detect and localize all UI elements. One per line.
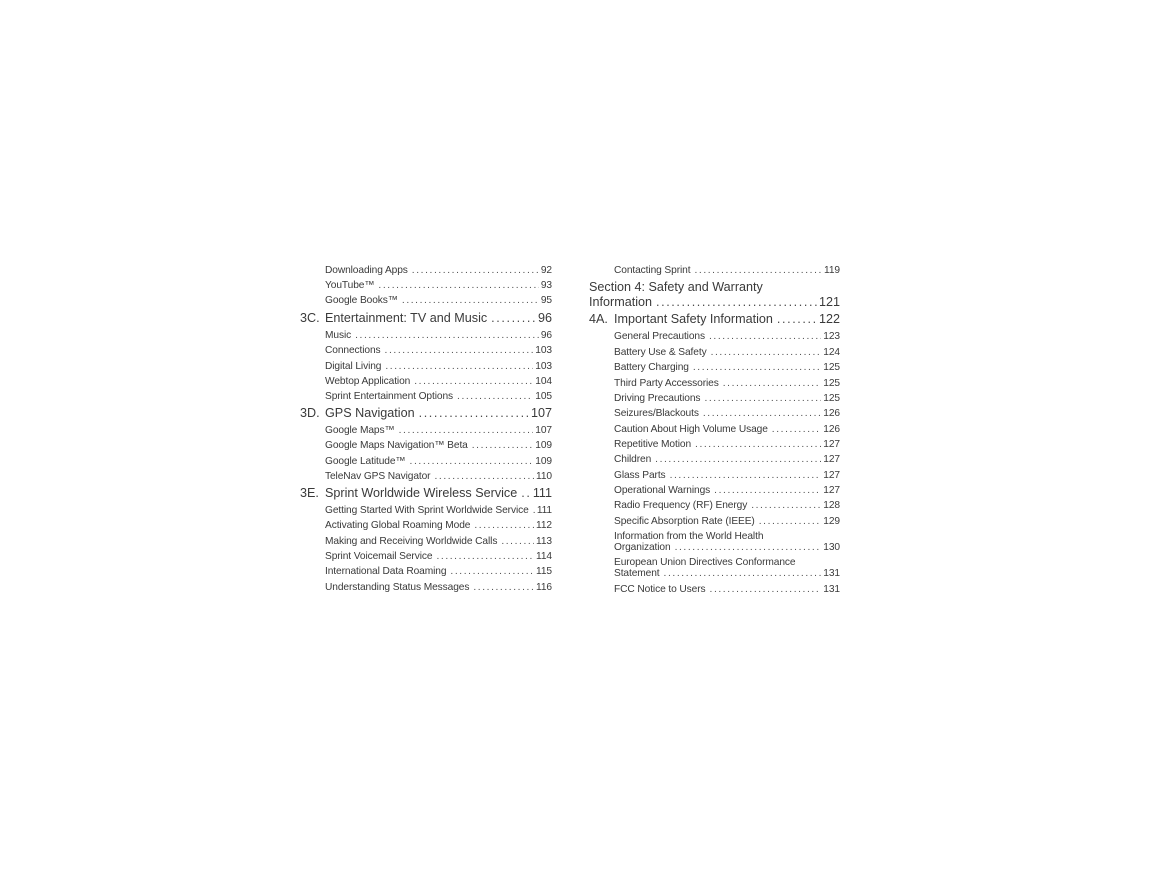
toc-entry-line2-row — [614, 542, 840, 553]
section-page: 121 — [818, 294, 840, 309]
chapter-number: 3C. — [300, 311, 320, 325]
dot-leader — [474, 520, 534, 531]
dot-leader — [419, 406, 529, 420]
toc-entry-title: Google Maps Navigation™ Beta — [325, 440, 468, 451]
toc-entry-title: Webtop Application — [325, 376, 411, 387]
dot-leader — [385, 345, 534, 356]
toc-entry-page: 92 — [540, 265, 552, 276]
dot-leader — [450, 566, 534, 577]
toc-entry-title: General Precautions — [614, 331, 705, 342]
dot-leader — [457, 391, 533, 402]
toc-entry[interactable] — [325, 330, 552, 341]
toc-entry[interactable] — [614, 500, 840, 511]
toc-entry-page: 130 — [823, 542, 840, 553]
toc-entry-page: 111 — [536, 505, 552, 516]
toc-entry[interactable] — [614, 331, 840, 342]
toc-entry-title: Radio Frequency (RF) Energy — [614, 500, 748, 511]
toc-entry[interactable] — [325, 536, 552, 547]
toc-entry-line2-row — [614, 568, 840, 579]
toc-entry[interactable] — [325, 376, 552, 387]
dot-leader — [709, 331, 821, 342]
toc-entry-page: 127 — [823, 485, 840, 496]
toc-entry-title: Google Books™ — [325, 295, 398, 306]
toc-entry[interactable] — [614, 393, 840, 404]
dot-leader — [473, 582, 534, 593]
toc-chapter-heading[interactable] — [589, 312, 840, 326]
toc-entry-page: 119 — [824, 265, 840, 276]
toc-entry[interactable] — [614, 439, 840, 450]
toc-entry-page: 124 — [823, 347, 840, 358]
toc-entry[interactable] — [614, 362, 840, 373]
section-title-line2-row — [589, 295, 840, 310]
dot-leader — [675, 542, 822, 553]
toc-entry-title: Making and Receiving Worldwide Calls — [325, 536, 498, 547]
toc-entry[interactable] — [325, 440, 552, 451]
toc-entry-page: 115 — [536, 566, 552, 577]
toc-entry[interactable] — [614, 265, 840, 276]
chapter-number: 3E. — [300, 486, 319, 500]
dot-leader — [703, 408, 821, 419]
toc-entry-page: 103 — [535, 361, 552, 372]
toc-entry-page: 123 — [823, 331, 840, 342]
toc-entry-page: 131 — [823, 568, 840, 579]
toc-entry-title-line1: Information from the World Health — [614, 531, 764, 542]
toc-entry-title: TeleNav GPS Navigator — [325, 471, 431, 482]
dot-leader — [759, 516, 822, 527]
dot-leader — [521, 486, 531, 500]
toc-entry-page: 126 — [823, 408, 840, 419]
toc-entry-page: 127 — [823, 454, 840, 465]
toc-entry[interactable] — [325, 361, 552, 372]
section-title-line2: Information — [589, 294, 652, 309]
dot-leader — [402, 295, 539, 306]
toc-entry-title: Third Party Accessories — [614, 378, 719, 389]
dot-leader — [772, 424, 822, 435]
dot-leader — [378, 280, 538, 291]
toc-entry-page: 128 — [823, 500, 840, 511]
dot-leader — [385, 361, 533, 372]
chapter-title: GPS Navigation — [325, 406, 415, 420]
chapter-title: Important Safety Information — [614, 312, 773, 326]
toc-entry[interactable] — [325, 520, 552, 531]
toc-entry-title-line2: Organization — [614, 542, 671, 553]
toc-entry-title: International Data Roaming — [325, 566, 447, 577]
toc-entry-page: 127 — [823, 470, 840, 481]
toc-entry-page: 112 — [536, 520, 552, 531]
dot-leader — [472, 440, 534, 451]
dot-leader — [695, 439, 821, 450]
toc-entry[interactable] — [325, 505, 552, 516]
toc-entry-title: Glass Parts — [614, 470, 666, 481]
toc-entry-page: 105 — [535, 391, 552, 402]
toc-entry-title: Contacting Sprint — [614, 265, 691, 276]
toc-entry[interactable] — [614, 378, 840, 389]
dot-leader — [399, 425, 534, 436]
toc-entry-page: 96 — [540, 330, 552, 341]
toc-entry-title: Repetitive Motion — [614, 439, 692, 450]
toc-entry-page: 113 — [536, 536, 552, 547]
toc-entry-page: 107 — [535, 425, 552, 436]
toc-entry-title: Connections — [325, 345, 381, 356]
dot-leader — [533, 505, 535, 516]
dot-leader — [434, 471, 534, 482]
toc-entry-title: Sprint Voicemail Service — [325, 551, 433, 562]
toc-entry-page: 114 — [536, 551, 552, 562]
toc-entry-page: 125 — [823, 393, 840, 404]
dot-leader — [711, 347, 822, 358]
toc-entry-page: 125 — [823, 378, 840, 389]
toc-entry[interactable] — [325, 566, 552, 577]
toc-entry-title: Music — [325, 330, 352, 341]
chapter-page: 96 — [537, 311, 552, 325]
toc-entry-page: 126 — [823, 424, 840, 435]
toc-entry[interactable] — [614, 347, 840, 358]
dot-leader — [777, 312, 817, 326]
chapter-number: 3D. — [300, 406, 320, 420]
toc-section-heading[interactable] — [589, 280, 840, 309]
dot-leader — [355, 330, 539, 341]
toc-entry[interactable] — [325, 582, 552, 593]
toc-entry-page: 116 — [536, 582, 552, 593]
toc-entry[interactable] — [325, 471, 552, 482]
dot-leader — [710, 584, 822, 595]
toc-entry[interactable] — [325, 295, 552, 306]
dot-leader — [670, 470, 822, 481]
toc-chapter-heading[interactable] — [300, 486, 552, 500]
dot-leader — [714, 485, 821, 496]
toc-entry[interactable] — [325, 425, 552, 436]
chapter-page: 111 — [532, 486, 552, 500]
chapter-title: Entertainment: TV and Music — [325, 311, 488, 325]
toc-left-column — [300, 0, 552, 893]
toc-entry[interactable] — [325, 265, 552, 276]
toc-entry-title: Specific Absorption Rate (IEEE) — [614, 516, 755, 527]
toc-entry-page: 129 — [823, 516, 840, 527]
toc-entry-title: Children — [614, 454, 652, 465]
toc-entry-page: 109 — [535, 456, 552, 467]
toc-entry-multiline[interactable] — [614, 531, 840, 553]
toc-entry-title: Driving Precautions — [614, 393, 701, 404]
chapter-page: 122 — [818, 312, 840, 326]
dot-leader — [491, 311, 536, 325]
dot-leader — [414, 376, 533, 387]
toc-entry-title: Caution About High Volume Usage — [614, 424, 768, 435]
toc-entry-title: Google Latitude™ — [325, 456, 406, 467]
toc-chapter-heading[interactable] — [300, 311, 552, 325]
toc-entry[interactable] — [614, 470, 840, 481]
toc-entry-page: 110 — [536, 471, 552, 482]
toc-entry-title: Downloading Apps — [325, 265, 408, 276]
chapter-number: 4A. — [589, 312, 608, 326]
toc-entry-page: 127 — [823, 439, 840, 450]
toc-entry-title: Understanding Status Messages — [325, 582, 470, 593]
dot-leader — [664, 568, 822, 579]
dot-leader — [656, 295, 817, 310]
toc-entry-title: Seizures/Blackouts — [614, 408, 699, 419]
toc-entry[interactable] — [614, 454, 840, 465]
toc-entry[interactable] — [614, 424, 840, 435]
toc-entry[interactable] — [614, 516, 840, 527]
dot-leader — [410, 456, 534, 467]
toc-entry[interactable] — [325, 456, 552, 467]
toc-entry-title-line1: European Union Directives Conformance — [614, 557, 796, 568]
toc-entry[interactable] — [325, 280, 552, 291]
dot-leader — [694, 265, 822, 276]
dot-leader — [704, 393, 821, 404]
toc-entry-title: Activating Global Roaming Mode — [325, 520, 471, 531]
toc-entry-title: Battery Charging — [614, 362, 689, 373]
toc-entry[interactable] — [325, 391, 552, 402]
toc-entry-multiline[interactable] — [614, 557, 840, 579]
toc-entry[interactable] — [614, 584, 840, 595]
toc-entry-page: 104 — [535, 376, 552, 387]
dot-leader — [723, 378, 822, 389]
toc-entry-title: FCC Notice to Users — [614, 584, 706, 595]
dot-leader — [436, 551, 534, 562]
toc-chapter-heading[interactable] — [300, 406, 552, 420]
chapter-page: 107 — [530, 406, 552, 420]
section-title-line1: Section 4: Safety and Warranty — [589, 280, 763, 294]
dot-leader — [693, 362, 821, 373]
toc-entry[interactable] — [325, 551, 552, 562]
toc-entry-title: YouTube™ — [325, 280, 375, 291]
toc-entry-page: 131 — [823, 584, 840, 595]
toc-entry-title-line2: Statement — [614, 568, 660, 579]
toc-entry[interactable] — [614, 485, 840, 496]
toc-right-column — [589, 0, 840, 893]
dot-leader — [412, 265, 539, 276]
toc-entry-page: 109 — [535, 440, 552, 451]
toc-entry-title: Sprint Entertainment Options — [325, 391, 454, 402]
toc-entry-page: 125 — [823, 362, 840, 373]
dot-leader — [501, 536, 534, 547]
chapter-title: Sprint Worldwide Wireless Service — [325, 486, 518, 500]
toc-entry-page: 93 — [540, 280, 552, 291]
toc-entry-title: Google Maps™ — [325, 425, 395, 436]
toc-entry[interactable] — [614, 408, 840, 419]
toc-entry-page: 103 — [535, 345, 552, 356]
toc-entry[interactable] — [325, 345, 552, 356]
toc-entry-title: Getting Started With Sprint Worldwide Service — [325, 505, 529, 516]
toc-entry-title: Battery Use & Safety — [614, 347, 707, 358]
dot-leader — [655, 454, 821, 465]
toc-entry-page: 95 — [540, 295, 552, 306]
toc-entry-title: Operational Warnings — [614, 485, 711, 496]
toc-entry-title: Digital Living — [325, 361, 382, 372]
dot-leader — [751, 500, 821, 511]
